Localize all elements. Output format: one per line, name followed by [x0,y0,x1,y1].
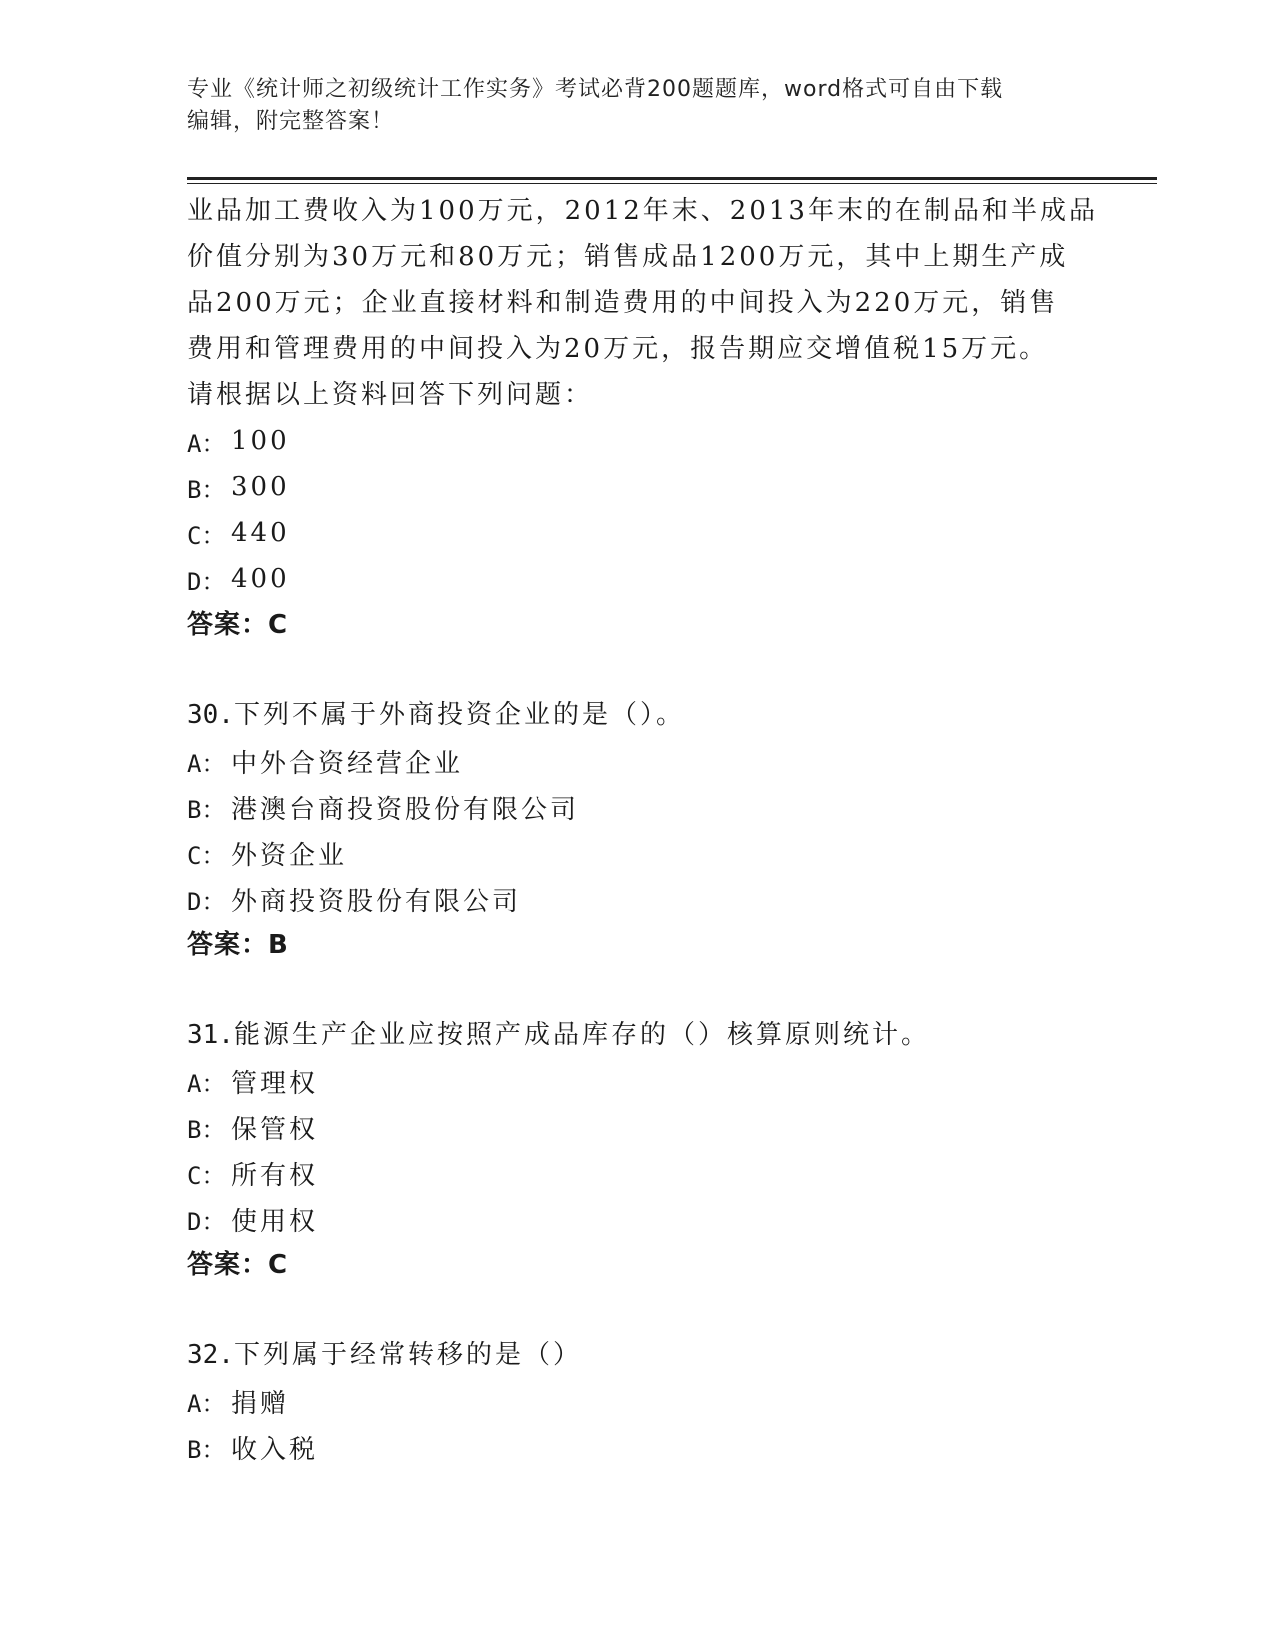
answer-label: 答案：C [187,1250,289,1280]
question-30 [187,692,1087,968]
paragraph-line: 业品加工费收入为100万元，2012年末、2013年末的在制品和半成品 [187,196,1098,226]
header-line-2: 编辑，附完整答案！ [187,109,395,134]
document-body [187,188,1098,1470]
option-text: 外商投资股份有限公司 [231,886,522,917]
question-text: 下列不属于外商投资企业的是（）。 [233,700,685,730]
option-key: C： [187,521,226,550]
option-text: 300 [231,472,290,502]
option-text: 保管权 [231,1114,319,1145]
option-key: D： [187,1207,226,1236]
option-text: 外资企业 [231,840,348,871]
question-31 [187,1012,1087,1288]
option-key: B： [187,475,226,504]
option-key: B： [187,1115,226,1144]
option-text: 收入税 [231,1434,319,1465]
question-number: 31. [187,1020,234,1050]
option-text: 440 [231,518,290,548]
option-key: B： [187,1435,226,1464]
option-a [187,738,1087,784]
option-c [187,830,1087,876]
option-d [187,876,1087,922]
paragraph-line: 价值分别为30万元和80万元；销售成品1200万元，其中上期生产成 [187,242,1069,272]
paragraph-line: 费用和管理费用的中间投入为20万元，报告期应交增值税15万元。 [187,334,1049,364]
question-32 [187,1332,1087,1470]
question-title [187,692,1087,738]
option-c [187,1150,1087,1196]
header-divider-thick [187,177,1157,180]
question-title [187,1012,1087,1058]
option-b [187,464,1087,510]
option-text: 使用权 [231,1206,319,1237]
option-text: 管理权 [231,1068,319,1099]
option-a [187,418,1087,464]
question-number: 32. [187,1340,234,1370]
paragraph-line: 请根据以上资料回答下列问题： [187,380,594,410]
option-a [187,1058,1087,1104]
option-key: A： [187,1389,226,1418]
option-text: 中外合资经营企业 [231,748,464,779]
header-divider-thin [187,183,1157,184]
header-line-1: 专业《统计师之初级统计工作实务》考试必背200题题库，word格式可自由下载 [187,77,1004,102]
option-key: B： [187,795,226,824]
option-key: A： [187,1069,226,1098]
option-key: A： [187,749,226,778]
option-text: 港澳台商投资股份有限公司 [231,794,580,825]
option-b [187,1424,1087,1470]
question-title [187,1332,1087,1378]
question-text: 能源生产企业应按照产成品库存的（）核算原则统计。 [233,1020,930,1050]
page-header [187,74,1067,138]
option-d [187,1196,1087,1242]
option-key: D： [187,887,226,916]
option-b [187,1104,1087,1150]
option-key: D： [187,567,226,596]
option-text: 所有权 [231,1160,319,1191]
question-text: 下列属于经常转移的是（） [233,1340,582,1370]
option-d [187,556,1087,602]
option-key: C： [187,1161,226,1190]
option-b [187,784,1087,830]
option-text: 100 [231,426,290,456]
answer-label: 答案：C [187,610,289,640]
option-key: A： [187,429,226,458]
option-text: 400 [231,564,290,594]
question-29-continuation [187,188,1098,648]
question-number: 30. [187,700,234,730]
paragraph-line: 品200万元；企业直接材料和制造费用的中间投入为220万元，销售 [187,288,1059,318]
option-c [187,510,1087,556]
option-key: C： [187,841,226,870]
answer-label: 答案：B [187,930,289,960]
option-text: 捐赠 [231,1388,290,1419]
option-a [187,1378,1087,1424]
